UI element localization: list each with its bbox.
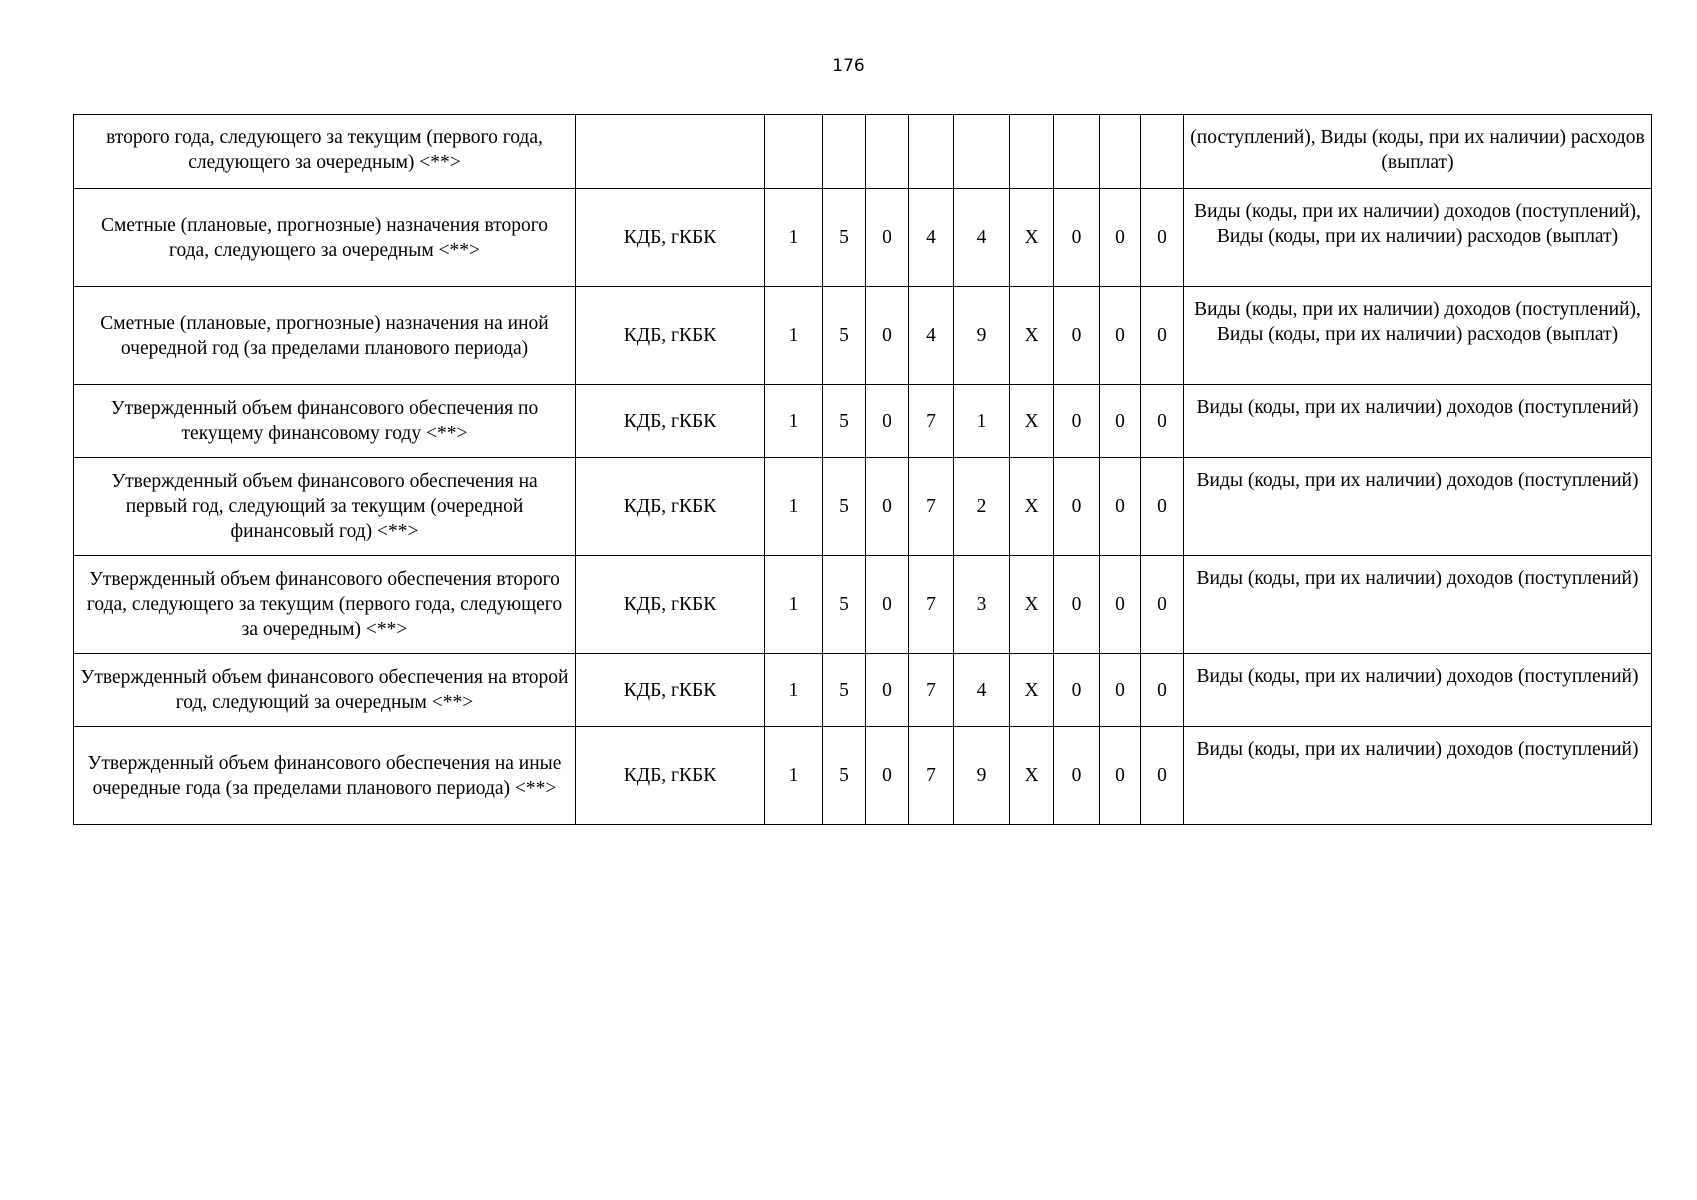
code-digit: 7 bbox=[909, 385, 954, 458]
code-digit: 0 bbox=[1141, 556, 1184, 654]
row-source: КДБ, гКБК bbox=[576, 385, 765, 458]
row-name: Утвержденный объем финансового обеспечения на иные очередные года (за пределами планового периода) <**> bbox=[74, 727, 576, 825]
code-digit: 4 bbox=[954, 654, 1010, 727]
table-row bbox=[74, 458, 1652, 556]
code-digit: 0 bbox=[1054, 654, 1100, 727]
row-name: второго года, следующего за текущим (первого года, следующего за очередным) <**> bbox=[74, 115, 576, 189]
code-digit: 0 bbox=[1100, 654, 1141, 727]
row-name: Утвержденный объем финансового обеспечения по текущему финансовому году <**> bbox=[74, 385, 576, 458]
code-digit: 0 bbox=[1100, 727, 1141, 825]
code-digit bbox=[765, 115, 823, 189]
code-digit: X bbox=[1010, 556, 1054, 654]
row-source: КДБ, гКБК bbox=[576, 287, 765, 385]
table-row bbox=[74, 654, 1652, 727]
code-digit: 1 bbox=[765, 458, 823, 556]
code-digit: 0 bbox=[866, 458, 909, 556]
code-digit: 0 bbox=[1141, 458, 1184, 556]
code-digit: 1 bbox=[765, 727, 823, 825]
row-note: Виды (коды, при их наличии) доходов (поступлений), Виды (коды, при их наличии) расходов (выплат) bbox=[1184, 287, 1652, 385]
code-digit: 9 bbox=[954, 287, 1010, 385]
code-digit: 0 bbox=[866, 385, 909, 458]
code-digit: 0 bbox=[1100, 458, 1141, 556]
code-digit: 5 bbox=[823, 189, 866, 287]
code-digit: 9 bbox=[954, 727, 1010, 825]
code-digit: X bbox=[1010, 654, 1054, 727]
code-digit: 1 bbox=[765, 189, 823, 287]
code-digit: 0 bbox=[866, 287, 909, 385]
code-digit: 1 bbox=[765, 654, 823, 727]
code-digit: 0 bbox=[1054, 556, 1100, 654]
code-digit: 4 bbox=[954, 189, 1010, 287]
code-digit: 0 bbox=[866, 727, 909, 825]
code-digit: 1 bbox=[765, 556, 823, 654]
code-digit: 0 bbox=[866, 654, 909, 727]
code-digit: X bbox=[1010, 727, 1054, 825]
code-digit: 7 bbox=[909, 556, 954, 654]
code-digit bbox=[823, 115, 866, 189]
row-name: Утвержденный объем финансового обеспечения второго года, следующего за текущим (первого года, следующего за очередным) <**> bbox=[74, 556, 576, 654]
table-row bbox=[74, 727, 1652, 825]
code-digit: 0 bbox=[866, 556, 909, 654]
code-digit: 0 bbox=[1141, 287, 1184, 385]
code-digit: 0 bbox=[1100, 287, 1141, 385]
table-row bbox=[74, 556, 1652, 654]
row-note: Виды (коды, при их наличии) доходов (поступлений) bbox=[1184, 654, 1652, 727]
code-digit: 5 bbox=[823, 287, 866, 385]
code-digit: 0 bbox=[1141, 654, 1184, 727]
code-digit: 0 bbox=[1141, 189, 1184, 287]
row-source bbox=[576, 115, 765, 189]
code-digit: 2 bbox=[954, 458, 1010, 556]
code-digit: 5 bbox=[823, 458, 866, 556]
code-digit: 0 bbox=[1141, 385, 1184, 458]
row-note: Виды (коды, при их наличии) доходов (поступлений) bbox=[1184, 385, 1652, 458]
accounts-table bbox=[73, 114, 1652, 825]
code-digit bbox=[1141, 115, 1184, 189]
page-number: 176 bbox=[832, 56, 865, 76]
row-source: КДБ, гКБК bbox=[576, 654, 765, 727]
code-digit: 1 bbox=[765, 385, 823, 458]
row-name: Сметные (плановые, прогнозные) назначения на иной очередной год (за пределами планового периода) bbox=[74, 287, 576, 385]
code-digit: X bbox=[1010, 458, 1054, 556]
code-digit: 0 bbox=[866, 189, 909, 287]
row-note: (поступлений), Виды (коды, при их наличии) расходов (выплат) bbox=[1184, 115, 1652, 189]
code-digit bbox=[1100, 115, 1141, 189]
code-digit: 7 bbox=[909, 727, 954, 825]
code-digit: 0 bbox=[1054, 385, 1100, 458]
table-row bbox=[74, 385, 1652, 458]
code-digit bbox=[909, 115, 954, 189]
code-digit: 4 bbox=[909, 287, 954, 385]
row-note: Виды (коды, при их наличии) доходов (поступлений) bbox=[1184, 727, 1652, 825]
code-digit: X bbox=[1010, 189, 1054, 287]
code-digit: 4 bbox=[909, 189, 954, 287]
code-digit: 1 bbox=[954, 385, 1010, 458]
row-source: КДБ, гКБК bbox=[576, 556, 765, 654]
code-digit bbox=[1054, 115, 1100, 189]
code-digit: 0 bbox=[1054, 727, 1100, 825]
row-source: КДБ, гКБК bbox=[576, 189, 765, 287]
code-digit: 5 bbox=[823, 556, 866, 654]
code-digit: X bbox=[1010, 385, 1054, 458]
row-source: КДБ, гКБК bbox=[576, 727, 765, 825]
code-digit bbox=[1010, 115, 1054, 189]
code-digit: 0 bbox=[1141, 727, 1184, 825]
row-name: Утвержденный объем финансового обеспечения на второй год, следующий за очередным <**> bbox=[74, 654, 576, 727]
code-digit: 3 bbox=[954, 556, 1010, 654]
code-digit: 7 bbox=[909, 458, 954, 556]
row-source: КДБ, гКБК bbox=[576, 458, 765, 556]
table-row bbox=[74, 189, 1652, 287]
table-row bbox=[74, 287, 1652, 385]
code-digit: 0 bbox=[1100, 385, 1141, 458]
code-digit: 1 bbox=[765, 287, 823, 385]
row-name: Утвержденный объем финансового обеспечения на первый год, следующий за текущим (очередной финансовый год) <**> bbox=[74, 458, 576, 556]
row-name: Сметные (плановые, прогнозные) назначения второго года, следующего за очередным <**> bbox=[74, 189, 576, 287]
row-note: Виды (коды, при их наличии) доходов (поступлений), Виды (коды, при их наличии) расходов (выплат) bbox=[1184, 189, 1652, 287]
code-digit: 5 bbox=[823, 727, 866, 825]
row-note: Виды (коды, при их наличии) доходов (поступлений) bbox=[1184, 458, 1652, 556]
code-digit: 7 bbox=[909, 654, 954, 727]
code-digit: 0 bbox=[1100, 189, 1141, 287]
row-note: Виды (коды, при их наличии) доходов (поступлений) bbox=[1184, 556, 1652, 654]
code-digit: 0 bbox=[1100, 556, 1141, 654]
table-row bbox=[74, 115, 1652, 189]
code-digit: 0 bbox=[1054, 287, 1100, 385]
code-digit: 0 bbox=[1054, 458, 1100, 556]
code-digit bbox=[866, 115, 909, 189]
code-digit: 0 bbox=[1054, 189, 1100, 287]
code-digit bbox=[954, 115, 1010, 189]
code-digit: X bbox=[1010, 287, 1054, 385]
code-digit: 5 bbox=[823, 654, 866, 727]
code-digit: 5 bbox=[823, 385, 866, 458]
